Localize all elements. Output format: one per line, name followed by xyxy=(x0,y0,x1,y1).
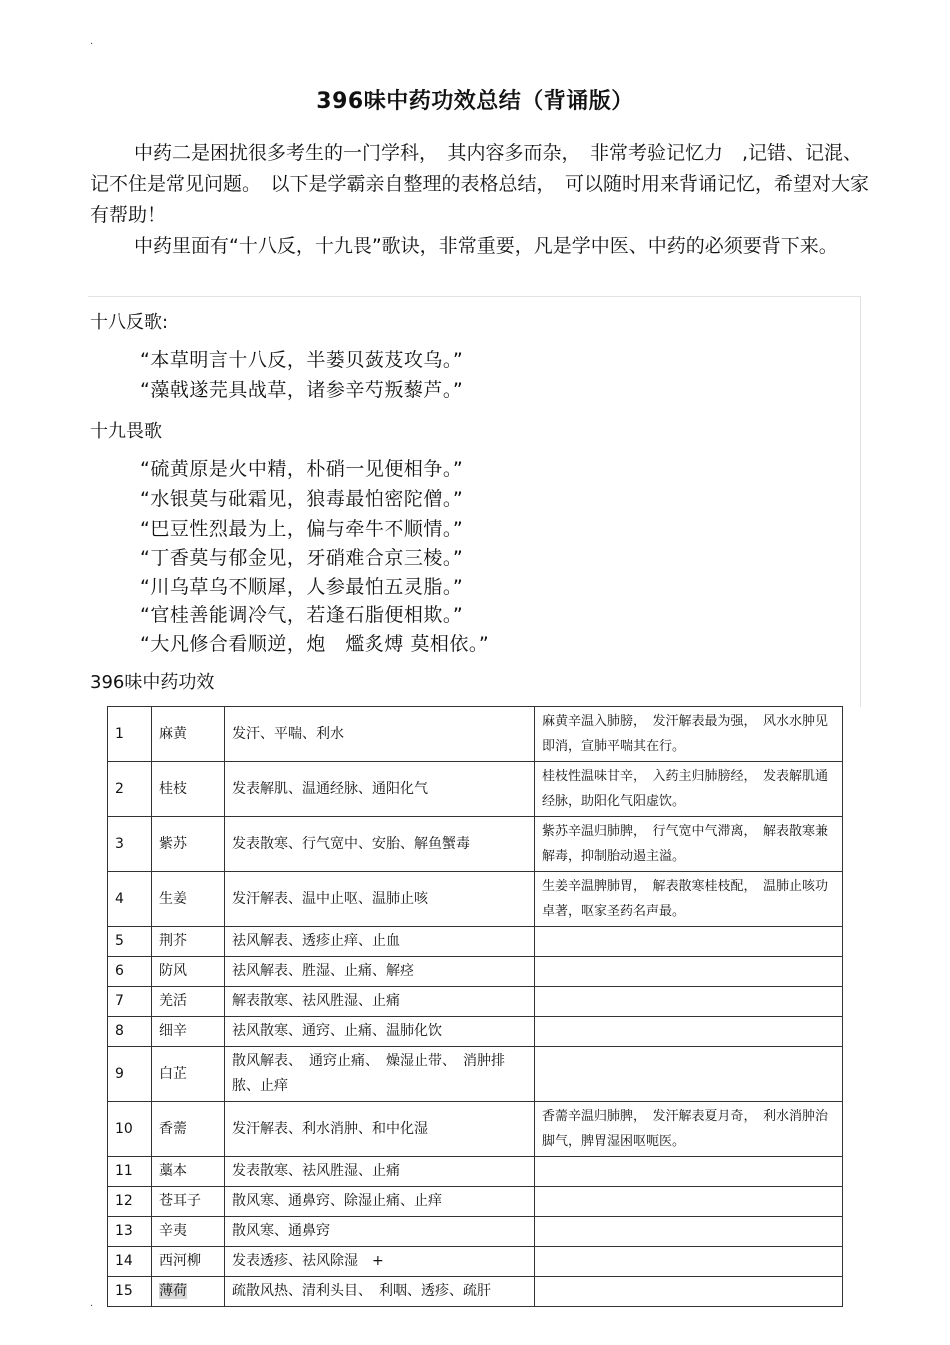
herb-verse xyxy=(535,1217,843,1247)
herb-number: 2 xyxy=(108,762,152,817)
herb-number: 13 xyxy=(108,1217,152,1247)
table-row xyxy=(108,872,843,927)
corner-mark-bottom: . xyxy=(90,1298,94,1309)
herb-verse: 生姜辛温脾肺胃， 解表散寒桂枝配， 温肺止咳功卓著，呕家圣药名声最。 xyxy=(535,872,843,927)
nineteen-line: “川乌草乌不顺犀，人参最怕五灵脂。” xyxy=(140,576,464,598)
herb-name: 辛夷 xyxy=(152,1217,225,1247)
table-row xyxy=(108,1017,843,1047)
nineteen-heading: 十九畏歌 xyxy=(90,421,162,442)
herb-name-cell xyxy=(152,1277,225,1307)
intro-paragraph-2: 中药里面有“十八反，十九畏”歌诀，非常重要，凡是学中医、中药的必须要背下来。 xyxy=(134,235,838,257)
herb-name: 紫苏 xyxy=(152,817,225,872)
herb-effect: 发表解肌、温通经脉、通阳化气 xyxy=(225,762,535,817)
herb-name: 西河柳 xyxy=(152,1247,225,1277)
table-row xyxy=(108,1157,843,1187)
herb-effect: 祛风散寒、通窍、止痛、温肺化饮 xyxy=(225,1017,535,1047)
herb-table xyxy=(107,706,843,1307)
intro-paragraph-1: 中药二是困扰很多考生的一门学科， 其内容多而杂， 非常考验记忆力 ,记错、记混、记不住是常见问题。 以下是学霸亲自整理的表格总结， 可以随时用来背诵记忆，希望对大家有帮助！ xyxy=(90,142,870,226)
table-row xyxy=(108,927,843,957)
table-row xyxy=(108,1187,843,1217)
herb-number: 5 xyxy=(108,927,152,957)
herb-name: 白芷 xyxy=(152,1047,225,1102)
eighteen-heading: 十八反歌: xyxy=(90,312,169,333)
nineteen-line: “丁香莫与郁金见，牙硝难合京三棱。” xyxy=(140,547,464,569)
herb-verse xyxy=(535,1157,843,1187)
eighteen-line: “藻戟遂芫具战草，诸参辛芍叛藜芦。” xyxy=(140,379,464,401)
herb-name: 香薷 xyxy=(152,1102,225,1157)
nineteen-line: “水银莫与砒霜见，狼毒最怕密陀僧。” xyxy=(140,488,464,510)
herb-effect: 解表散寒、祛风胜湿、止痛 xyxy=(225,987,535,1017)
herb-effect: 发表透疹、祛风除湿 + xyxy=(225,1247,535,1277)
herb-effect: 散风寒、通鼻窍、除湿止痛、止痒 xyxy=(225,1187,535,1217)
herb-verse: 麻黄辛温入肺膀， 发汗解表最为强， 风水水肿见即消，宣肺平喘其在行。 xyxy=(535,707,843,762)
herb-name: 荆芥 xyxy=(152,927,225,957)
herb-verse xyxy=(535,987,843,1017)
herb-number: 12 xyxy=(108,1187,152,1217)
herb-name: 藁本 xyxy=(152,1157,225,1187)
herb-name: 苍耳子 xyxy=(152,1187,225,1217)
herb-effect: 发汗、平喘、利水 xyxy=(225,707,535,762)
herb-name: 薄荷 xyxy=(159,1283,187,1299)
table-row xyxy=(108,957,843,987)
herb-number: 14 xyxy=(108,1247,152,1277)
nineteen-line: “巴豆性烈最为上，偏与牵牛不顺情。” xyxy=(140,518,464,540)
nineteen-line: “官桂善能调冷气，若逢石脂便相欺。” xyxy=(140,604,464,626)
herb-number: 8 xyxy=(108,1017,152,1047)
table-title: 396味中药功效 xyxy=(90,672,215,693)
table-row xyxy=(108,762,843,817)
herb-effect: 发汗解表、利水消肿、和中化湿 xyxy=(225,1102,535,1157)
herb-name: 生姜 xyxy=(152,872,225,927)
nineteen-line: “大凡修合看顺逆，炮 爁炙煿 莫相依。” xyxy=(140,633,490,655)
herb-verse: 香薷辛温归肺脾， 发汗解表夏月奇， 利水消肿治脚气，脾胃湿困呕呃医。 xyxy=(535,1102,843,1157)
herb-effect: 散风寒、通鼻窍 xyxy=(225,1217,535,1247)
herb-verse xyxy=(535,927,843,957)
table-row xyxy=(108,707,843,762)
herb-number: 9 xyxy=(108,1047,152,1102)
table-row xyxy=(108,817,843,872)
table-row xyxy=(108,1247,843,1277)
table-row xyxy=(108,987,843,1017)
herb-effect: 疏散风热、清利头目、 利咽、透疹、疏肝 xyxy=(225,1277,535,1307)
herb-number: 15 xyxy=(108,1277,152,1307)
herb-name: 麻黄 xyxy=(152,707,225,762)
herb-effect: 祛风解表、胜湿、止痛、解痉 xyxy=(225,957,535,987)
herb-verse xyxy=(535,1017,843,1047)
herb-verse xyxy=(535,1187,843,1217)
herb-name: 羌活 xyxy=(152,987,225,1017)
nineteen-line: “硫黄原是火中精，朴硝一见便相争。” xyxy=(140,458,464,480)
herb-effect: 发表散寒、祛风胜湿、止痛 xyxy=(225,1157,535,1187)
table-row xyxy=(108,1217,843,1247)
corner-mark-top: . xyxy=(90,36,94,47)
herb-verse xyxy=(535,1247,843,1277)
herb-verse xyxy=(535,1047,843,1102)
intro-text xyxy=(90,138,870,262)
herb-name: 防风 xyxy=(152,957,225,987)
herb-number: 7 xyxy=(108,987,152,1017)
herb-name: 细辛 xyxy=(152,1017,225,1047)
page-title: 396味中药功效总结（背诵版） xyxy=(316,89,634,114)
herb-effect: 散风解表、 通窍止痛、 燥湿止带、 消肿排脓、止痒 xyxy=(225,1047,535,1102)
herb-verse xyxy=(535,1277,843,1307)
table-row xyxy=(108,1277,843,1307)
herb-verse xyxy=(535,957,843,987)
herb-number: 1 xyxy=(108,707,152,762)
herb-verse: 紫苏辛温归肺脾， 行气宽中气滞离， 解表散寒兼解毒，抑制胎动遏主溢。 xyxy=(535,817,843,872)
table-row xyxy=(108,1102,843,1157)
herb-verse: 桂枝性温味甘辛， 入药主归肺膀经， 发表解肌通经脉，助阳化气阳虚饮。 xyxy=(535,762,843,817)
eighteen-line: “本草明言十八反，半蒌贝蔹芨攻乌。” xyxy=(140,349,464,371)
herb-number: 10 xyxy=(108,1102,152,1157)
herb-effect: 发表散寒、行气宽中、安胎、解鱼蟹毒 xyxy=(225,817,535,872)
herb-number: 6 xyxy=(108,957,152,987)
herb-effect: 祛风解表、透疹止痒、止血 xyxy=(225,927,535,957)
herb-number: 11 xyxy=(108,1157,152,1187)
table-row xyxy=(108,1047,843,1102)
herb-effect: 发汗解表、温中止呕、温肺止咳 xyxy=(225,872,535,927)
herb-number: 3 xyxy=(108,817,152,872)
herb-name: 桂枝 xyxy=(152,762,225,817)
herb-number: 4 xyxy=(108,872,152,927)
